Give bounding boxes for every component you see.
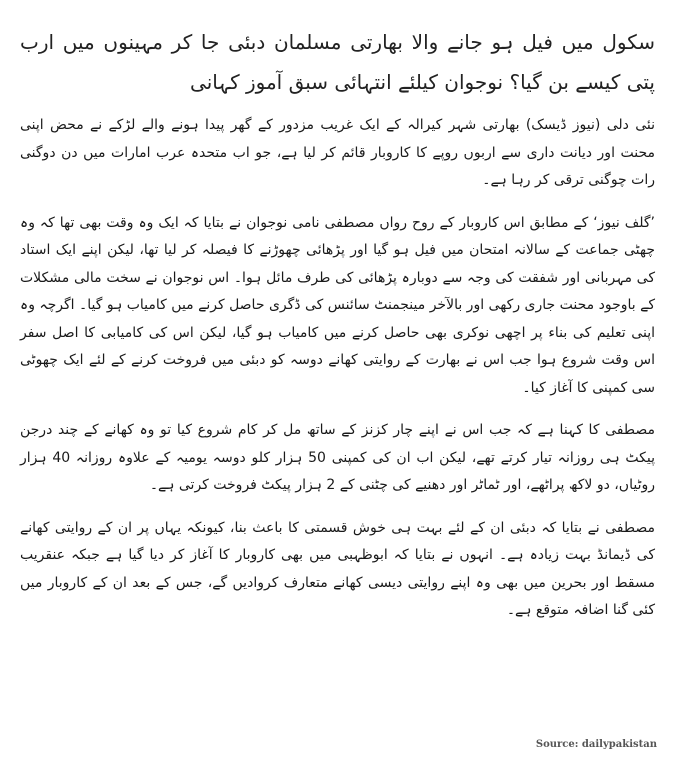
source-credit: Source: dailypakistan <box>535 739 657 750</box>
article-paragraph: مصطفی نے بتایا کہ دبئی ان کے لئے بہت ہی خوش قسمتی کا باعث بنا، کیونکہ یہاں پر ان کے روایتی کھانے کی ڈیمانڈ بہت زیادہ ہے۔ انہوں نے بتایا کہ ابوظہبی میں بھی کاروبار کا آغاز کر دیا گیا ہے جبکہ عنقریب مسقط اور بحرین میں بھی وہ اپنے روایتی دیسی کھانے متعارف کروادیں گے، جس کے بعد ان کے کاروبار میں کئی گنا اضافہ متوقع ہے۔ <box>20 519 655 618</box>
headline: سکول میں فیل ہو جانے والا بھارتی مسلمان دبئی جا کر مہینوں میں ارب پتی کیسے بن گیا؟ نوجوان کیلئے انتہائی سبق آموز کہانی <box>20 30 655 94</box>
article-paragraph: ’گلف نیوز‘ کے مطابق اس کاروبار کے روح رواں مصطفی نامی نوجوان نے بتایا کہ ایک وہ وقت بھی تھا کہ وہ چھٹی جماعت کے سالانہ امتحان میں فیل ہو گیا اور پڑھائی چھوڑنے کا فیصلہ کر لیا تھا، لیکن اپنے ایک استاد کی مہربانی اور شفقت کی وجہ سے دوبارہ پڑھائی کی طرف مائل ہوا۔ اس نوجوان نے سخت مالی مشکلات کے باوجود محنت جاری رکھی اور بالآخر مینجمنٹ سائنس کی ڈگری حاصل کرنے میں کامیاب ہو گیا۔ اگرچہ وہ اپنی تعلیم کی بناء پر اچھی نوکری بھی حاصل کرنے میں کامیاب ہو گیا، لیکن اس کی کامیابی کا اصل سفر اس وقت شروع ہوا جب اس نے بھارت کے روایتی کھانے دوسہ کو دبئی میں فروخت کرنے کے لئے ایک چھوٹی سی کمپنی کا آغاز کیا۔ <box>20 214 655 396</box>
article-paragraph: مصطفی کا کہنا ہے کہ جب اس نے اپنے چار کزنز کے ساتھ مل کر کام شروع کیا تو وہ کھانے کے چند درجن پیکٹ ہی روزانہ تیار کرتے تھے، لیکن اب ان کی کمپنی 50 ہزار کلو دوسہ یومیہ کے علاوہ روزانہ 40 ہزار روٹیاں، دو لاکھ پراٹھے، اور ٹماٹر اور دھنیے کی چٹنی کے 2 ہزار پیکٹ فروخت کرتی ہے۔ <box>20 422 656 493</box>
article-paragraph: نئی دلی (نیوز ڈیسک) بھارتی شہر کیرالہ کے ایک غریب مزدور کے گھر پیدا ہونے والے لڑکے نے محض اپنی محنت اور دیانت داری سے اربوں روپے کا کاروبار قائم کر لیا ہے، جو اب متحدہ عرب امارات میں دن دوگنی رات چوگنی ترقی کر رہا ہے۔ <box>20 117 655 188</box>
article <box>20 22 655 625</box>
